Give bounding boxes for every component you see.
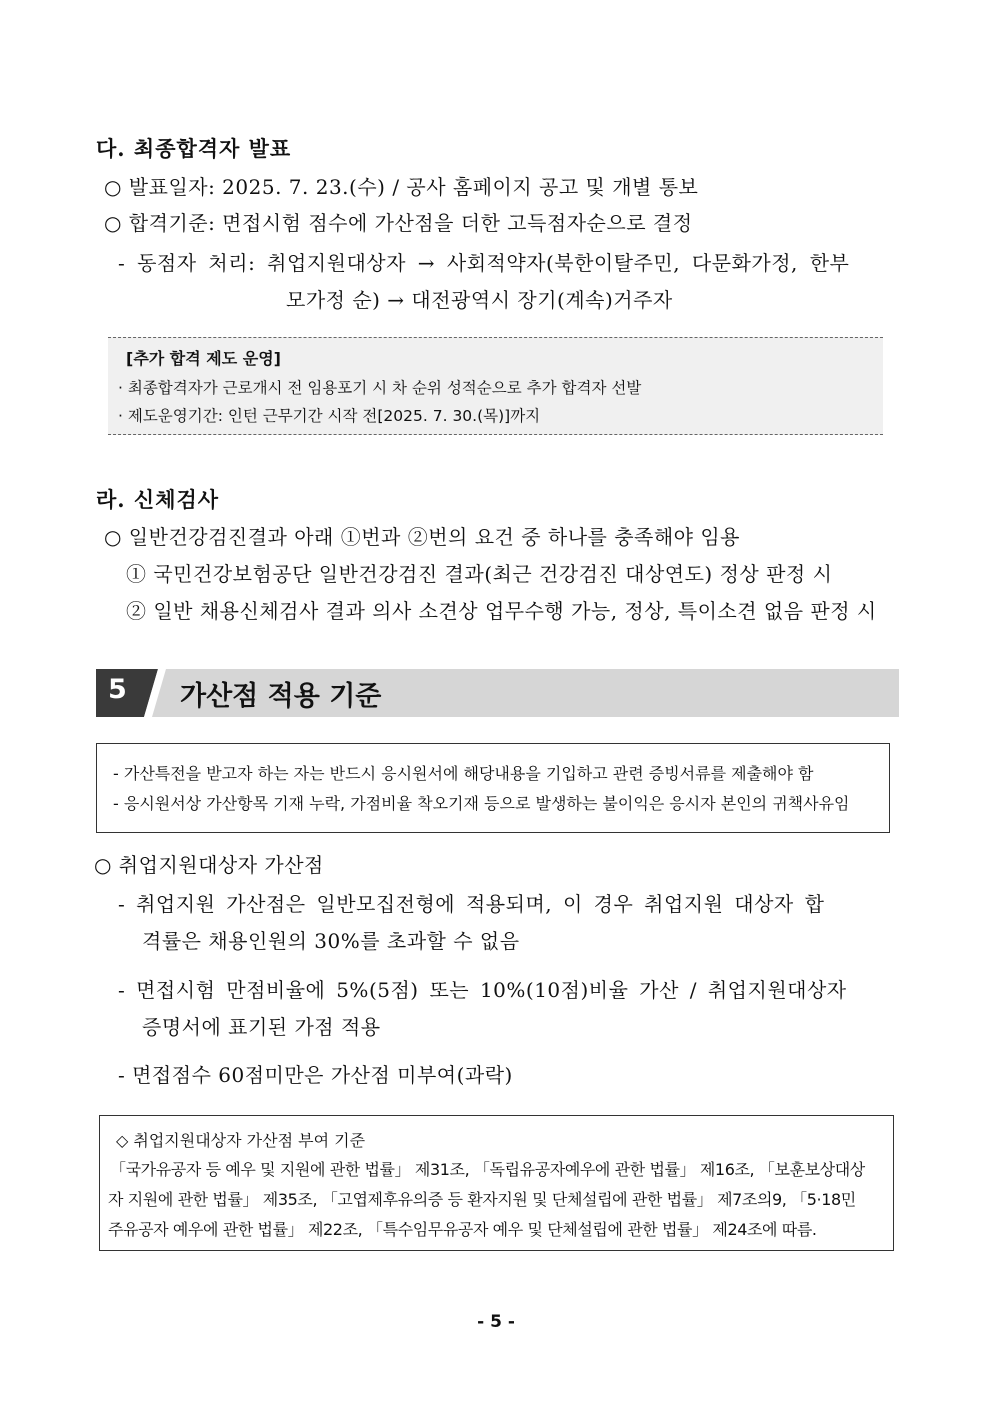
- pass-criteria-line: ○ 합격기준: 면접시험 점수에 가산점을 더한 고득점자순으로 결정: [104, 211, 693, 235]
- bonus-notice-box: [96, 743, 890, 833]
- extra-pass-item: · 제도운영기간: 인턴 근무기간 시작 전[2025. 7. 30.(목)]까지: [118, 407, 541, 425]
- section-number-tab-icon: [96, 669, 166, 717]
- extra-pass-box: [108, 337, 883, 435]
- section-heading-da: 다. 최종합격자 발표: [96, 136, 292, 161]
- health-check-option-1: ① 국민건강보험공단 일반건강검진 결과(최근 건강검진 대상연도) 정상 판정 시: [126, 562, 833, 586]
- bonus-notice-item: - 응시원서상 가산항목 기재 누락, 가점비율 착오기재 등으로 발생하는 불이익은 응시자 본인의 귀책사유임: [113, 794, 850, 813]
- health-check-option-2: ② 일반 채용신체검사 결과 의사 소견상 업무수행 가능, 정상, 특이소견 없음 판정 시: [126, 599, 877, 623]
- bonus-heading: ○ 취업지원대상자 가산점: [94, 853, 324, 877]
- section-number: 5: [108, 674, 127, 705]
- law-box-title: ◇ 취업지원대상자 가산점 부여 기준: [116, 1131, 366, 1150]
- bonus-line: 격률은 채용인원의 30%를 초과할 수 없음: [142, 929, 520, 953]
- bonus-line: - 면접시험 만점비율에 5%(5점) 또는 10%(10점)비율 가산 / 취업지원대상자: [118, 978, 847, 1002]
- bonus-line: 증명서에 표기된 가점 적용: [142, 1015, 381, 1039]
- bonus-line: - 취업지원 가산점은 일반모집전형에 적용되며, 이 경우 취업지원 대상자 합: [118, 892, 825, 916]
- announce-date-line: ○ 발표일자: 2025. 7. 23.(수) / 공사 홈페이지 공고 및 개별 통보: [104, 175, 699, 199]
- health-check-line: ○ 일반건강검진결과 아래 ①번과 ②번의 요건 중 하나를 충족해야 임용: [104, 525, 740, 549]
- bonus-notice-item: - 가산특전을 받고자 하는 자는 반드시 응시원서에 해당내용을 기입하고 관련 증빙서류를 제출해야 함: [113, 764, 814, 783]
- tie-rule-line-cont: 모가정 순) → 대전광역시 장기(계속)거주자: [286, 288, 673, 312]
- tie-rule-line: - 동점자 처리: 취업지원대상자 → 사회적약자(북한이탈주민, 다문화가정, 한부: [118, 251, 850, 275]
- page-number: - 5 -: [477, 1312, 515, 1332]
- extra-pass-title: [추가 합격 제도 운영]: [126, 349, 281, 368]
- section-title: 가산점 적용 기준: [180, 681, 382, 712]
- law-box-line: 주유공자 예우에 관한 법률」 제22조, 「특수임무유공자 예우 및 단체설립에 관한 법률」 제24조에 따름.: [108, 1220, 817, 1239]
- law-box-line: 「국가유공자 등 예우 및 지원에 관한 법률」 제31조, 「독립유공자예우에 관한 법률」 제16조, 「보훈보상대상: [110, 1160, 865, 1179]
- law-reference-box: [99, 1115, 894, 1251]
- section-heading-ra: 라. 신체검사: [96, 487, 220, 512]
- extra-pass-item: · 최종합격자가 근로개시 전 임용포기 시 차 순위 성적순으로 추가 합격자 선발: [118, 379, 642, 397]
- section-5-header: [96, 669, 899, 717]
- law-box-line: 자 지원에 관한 법률」 제35조, 「고엽제후유의증 등 환자지원 및 단체설립에 관한 법률」 제7조의9, 「5·18민: [108, 1190, 856, 1209]
- bonus-line: - 면접점수 60점미만은 가산점 미부여(과락): [118, 1063, 513, 1087]
